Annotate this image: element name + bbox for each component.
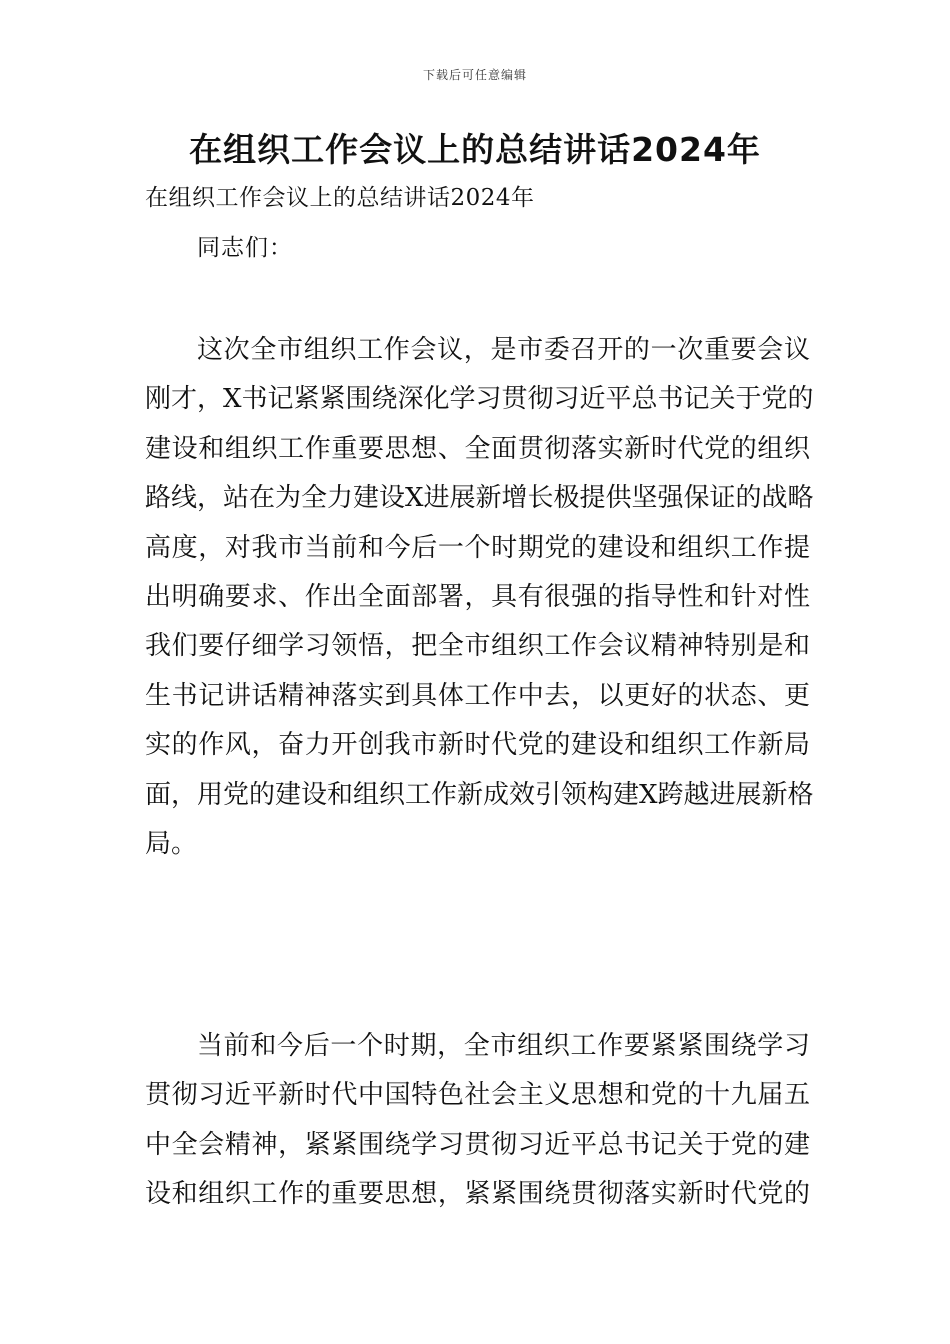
paragraph-2 (145, 1022, 810, 1220)
paragraph-line: 贯彻习近平新时代中国特色社会主义思想和党的十九届五 (145, 1080, 810, 1111)
paragraph-line: 路线，站在为全力建设X进展新增长极提供坚强保证的战略 (145, 483, 814, 514)
paragraph-line: 这次全市组织工作会议，是市委召开的一次重要会议 (197, 335, 810, 365)
paragraph-line: 建设和组织工作重要思想、全面贯彻落实新时代党的组织 (145, 433, 810, 464)
paragraph-line: 生书记讲话精神落实到具体工作中去，以更好的状态、更 (145, 680, 810, 711)
paragraph-line: 高度，对我市当前和今后一个时期党的建设和组织工作提 (145, 532, 810, 563)
document-subtitle: 在组织工作会议上的总结讲话2024年 (145, 185, 535, 211)
paragraph-line: 设和组织工作的重要思想，紧紧围绕贯彻落实新时代党的 (145, 1179, 810, 1210)
paragraph-line: 我们要仔细学习领悟，把全市组织工作会议精神特别是和 (145, 631, 810, 662)
document-title: 在组织工作会议上的总结讲话2024年 (189, 130, 761, 169)
paragraph-line: 中全会精神，紧紧围绕学习贯彻习近平总书记关于党的建 (145, 1129, 810, 1160)
header-note: 下载后可任意编辑 (422, 68, 527, 82)
paragraph-line: 实的作风，奋力开创我市新时代党的建设和组织工作新局 (145, 730, 810, 761)
paragraph-line: 当前和今后一个时期，全市组织工作要紧紧围绕学习 (197, 1031, 810, 1061)
greeting: 同志们： (197, 235, 293, 261)
paragraph-line: 刚才，X书记紧紧围绕深化学习贯彻习近平总书记关于党的 (145, 384, 814, 415)
paragraph-line: 出明确要求、作出全面部署，具有很强的指导性和针对性 (145, 581, 810, 612)
paragraph-line: 局。 (145, 828, 198, 859)
paragraph-1 (145, 326, 814, 869)
paragraph-line: 面，用党的建设和组织工作新成效引领构建X跨越进展新格 (145, 779, 814, 810)
